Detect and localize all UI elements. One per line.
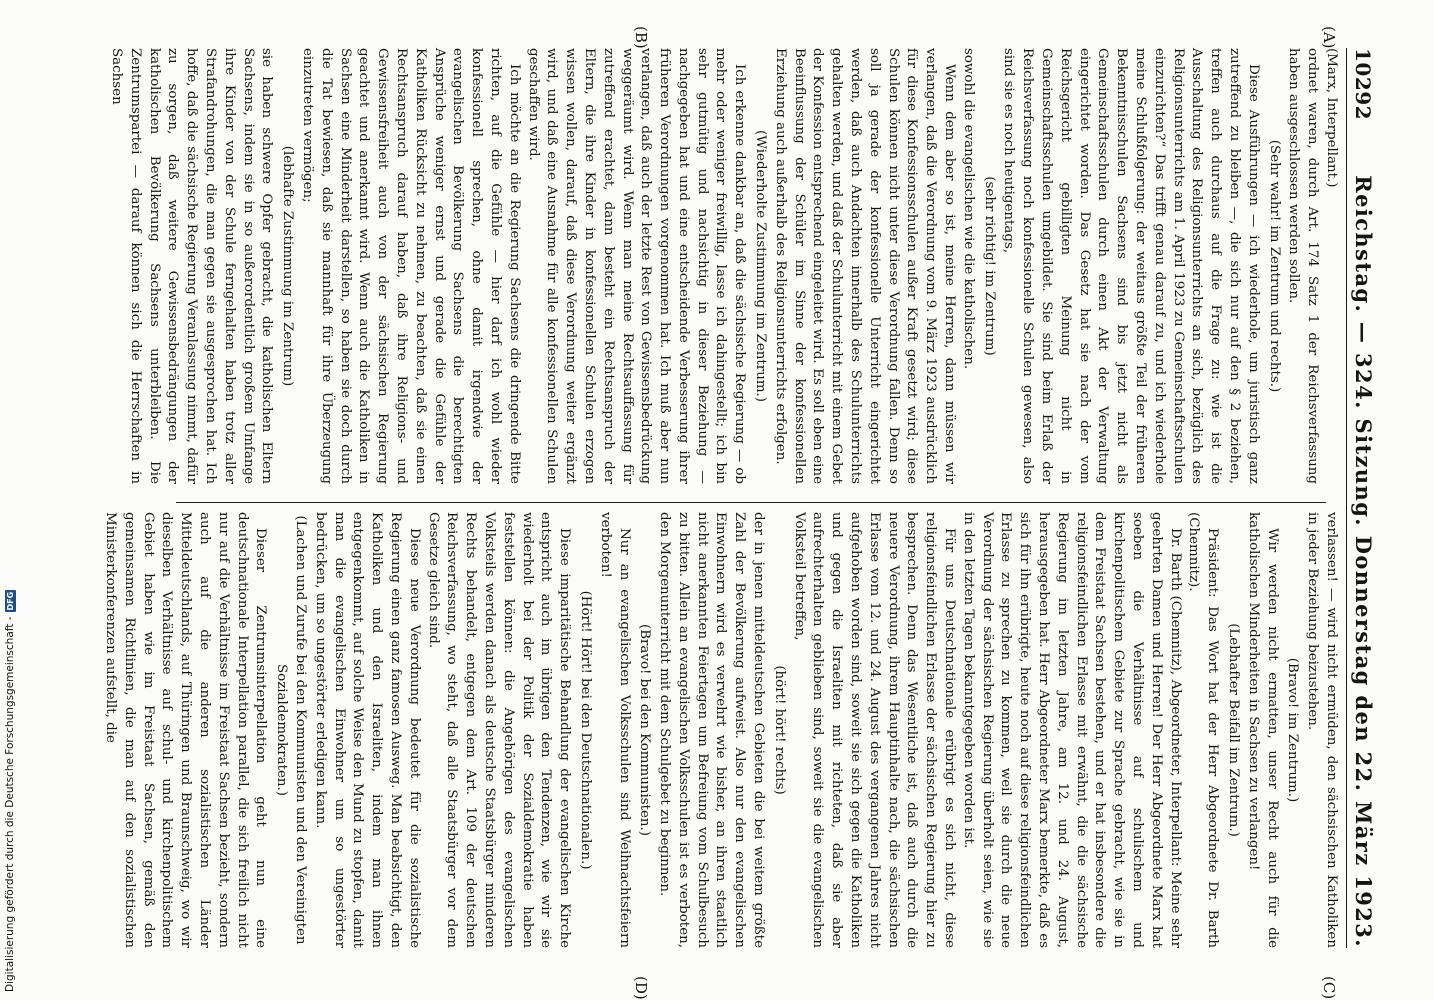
- interjection: (hört! hört! rechts): [771, 665, 787, 795]
- margin-marker-b: (B): [632, 26, 650, 49]
- interjection: (Hört! Hört! bei den Deutschnationalen.): [577, 590, 593, 870]
- paragraph: Ich möchte an die Regierung Sachsens die dringende Bitte richten, auf die Gefühle — hier darf ich wohl wieder konfessionell sprechen, ohne damit irgendwie der evangelischen Bevölkerung Sachsens die berechtigten Ansprüche weniger ernst und gerade die Gefühle der Katholiken Rücksicht zu nehmen, zu beachten, daß sie einen Rechtsanspruch darauf haben, daß ihre Religions- und Gewissensfreiheit auch von der sächsischen Regierung geachtet und anerkannt wird. Wenn auch die Katholiken in Sachsen eine Minderheit darstellen, so haben sie doch durch die Tat bewiesen, daß sie mannhaft für ihre Überzeugung einzutreten vermögen;: [299, 48, 522, 484]
- credit-text: Digitalisierung gefördert durch die Deutsche Forschungsgemeinschaft -: [4, 616, 16, 992]
- paragraph: Wir werden nicht ermatten, unser Recht auch für die katholischen Minderheiten in Sachsen zu verlangen!: [1245, 512, 1280, 948]
- paragraph: Diese neue Verordnung bedeutet für die sozialistische Regierung einen ganz famosen Ausweg. Man beabsichtigt, den Katholiken und den Israeliten, indem man ihnen entgegenkommt, auf solche Weise den Mund zu stopfen, damit man die evangelischen Einwohner um so ungestörter bedrücken, um so ungestörter erledigen kann.: [312, 512, 422, 948]
- interjection: (Wiederholte Zustimmung im Zentrum.): [753, 130, 769, 402]
- paragraph: Nur an evangelischen Volksschulen sind Weihnachtsfeiern verboten!: [597, 512, 632, 948]
- paragraph: Dieser Zentrumsinterpellation geht nun eine deutschnationale Interpellation parallel, die sich freilich nicht nur auf die Verhältnisse im Freistaat Sachsen bezieht, sondern auch auf die anderen sozialistischen Länder Mitteldeutschlands, auf Thüringen und Braunschweig, wo wir dieselben Verhältnisse auf schul- und kirchenpolitischem Gebiet haben wie im Freistaat Sachsen, gemäß den gemeinsamen Richtlinien, die man auf den sozialistischen Ministerkonferenzen aufstellt, die: [103, 512, 269, 948]
- interjection: (sehr richtig! im Zentrum): [981, 176, 997, 356]
- interjection: (lebhafte Zustimmung im Zentrum): [280, 145, 296, 387]
- paragraph: Diese imparitätische Behandlung der evangelischen Kirche entspricht auch im übrigen den Tendenzen, wie wir sie wiederholt bei der Politik der Sozialdemokratie haben feststellen können: die Angehörigen des evangelischen Volksteils werden danach als deutsche Staatsbürger minderen Rechts behandelt, entgegen dem Art. 109 der deutschen Reichsverfassung, wo steht, daß alle Staatsbürger vor dem Gesetze gleich sind.: [425, 512, 573, 948]
- paragraph: der in jenen mitteldeutschen Gebieten die bei weitem größte Zahl der Bevölkerung aufweist. Also nur den evangelischen Einwohnern wird es verwehrt wie bisher, an ihren staatlich nicht anerkannten Feiertagen um Befreiung vom Schulbesuch zu bitten. Allein an evangelischen Volksschulen ist es verboten, den Morgenunterricht mit dem Schulgebet zu beginnen.: [657, 512, 767, 948]
- interjection: (Sehr wahr! im Zentrum und rechts.): [1266, 139, 1282, 393]
- column-divider: [176, 502, 1326, 503]
- interjection: (Lebhafter Beifall im Zentrum.): [1226, 623, 1242, 837]
- paragraph: ordnet waren, durch Art. 174 Satz 1 der Reichsverfassung haben ausgeschlossen werden sollen.: [1286, 48, 1321, 484]
- page-number: 10292: [1351, 48, 1375, 121]
- interjection: (Lachen und Zurufe bei den Kommunisten und den Vereinigten Sozialdemokraten.): [274, 515, 308, 945]
- paragraph: sowohl die evangelischen wie die katholischen.: [960, 48, 976, 370]
- digitization-credit: [4, 0, 16, 992]
- running-title: Reichstag. — 324. Sitzung. Donnerstag den 22. März 1923.: [1351, 175, 1376, 948]
- interjection: (Bravo! im Zentrum.): [1285, 657, 1301, 803]
- margin-marker-a: (A): [1320, 26, 1338, 49]
- margin-marker-c: (C): [1320, 976, 1338, 1000]
- page-header: [1346, 48, 1376, 948]
- interjection: (Bravo! bei den Kommunisten.): [637, 623, 653, 837]
- paragraph: verlassen! — wird nicht ermüden, den sächsischen Katholiken in jeder Beziehung beizustehen.: [1305, 512, 1339, 948]
- two-column-body: [100, 26, 1340, 1000]
- dfg-logo: DFG: [5, 591, 15, 611]
- paragraph: Dr. Barth (Chemnitz), Abgeordneter, Interpellant: Meine sehr geehrten Damen und Herren! Der Herr Abgeordnete Marx hat soeben die Verhältnisse auf schulischem und kirchenpolitischem Gebiete zur Sprache gebracht, wie sie in dem Freistaat Sachsen bestehen, und er hat insbesondere die religionsfeindlichen Erlasse mit erwähnt, die die sächsische Regierung im letzten Jahre, am 12. und 24. August, herausgegeben hat. Herr Abgeordneter Marx bemerkte, daß es sich für ihn erübrigte, heute noch auf diese religionsfeindlichen Erlasse zu sprechen zu kommen, weil sie durch die neue Verordnung der sächsischen Regierung überholt seien, wie sie in den letzten Tagen bekanntgegeben worden ist.: [960, 512, 1183, 948]
- paragraph: Für uns Deutschnationale erübrigt es sich nicht, diese religionsfeindlichen Erlasse der sächsischen Regierung hier zu besprechen. Denn das Wesentliche ist, daß auch durch die neuere Verordnung, ihrem Hauptinhalte nach, die sächsischen Erlasse vom 12. und 24. August des vergangenen Jahres nicht aufgehoben worden sind, soweit sie sich gegen die Katholiken und gegen die Israeliten mit richteten, daß sie aber aufrechterhalten geblieben sind, soweit sie die evangelischen Volksteil betreffen,: [791, 512, 958, 948]
- rotated-document-page: [86, 8, 1386, 1000]
- paragraph: Ich erkenne dankbar an, daß die sächsische Regierung — ob mehr oder weniger freiwillig, lasse ich dahingestellt; ich bin sehr gutmütig und nachsichtig in dieser Beziehung — nachgegeben hat und eine entscheidende Verbesserung ihrer früheren Verordnungen vorgenommen hat. Ich muß aber nun verlangen, daß auch der letzte Rest von Gewissensbedrückung weggeräumt wird. Wenn man meine Rechtsauffassung für zutreffend erachtet, dann besteht ein Rechtsanspruch der Eltern, die ihre Kinder in konfessionellen Schulen erzogen wissen wollen, darauf, daß diese Verordnung weiter ergänzt wird, und daß eine Ausnahme für alle konfessionellen Schulen geschaffen wird.: [525, 48, 748, 484]
- paragraph: Diese Ausführungen — ich wiederhole, um juristisch ganz zutreffend zu bleiben —, die sich nur auf den § 2 beziehen, treffen auch durchaus auf die Frage zu: wie ist die Ausschaltung des Religionsunterrichts an sich, bezüglich des Religionsunterrichts am 1. April 1923 zu Gemeinschaftsschulen einzurichten?“ Das trifft genau darauf zu, und ich wiederhole meine Schlußfolgerung: der weitaus größte Teil der früheren Bekenntnisschulen Sachsens sind bis jetzt nicht als Gemeinschaftsschulen durch einen Akt der Verwaltung eingerichtet worden. Das Gesetz hat sie nach der vom Reichsgericht gebilligten Meinung nicht in Gemeinschaftsschulen umgebildet. Sie sind beim Erlaß der Reichsverfassung noch konfessionelle Schulen gewesen, also sind sie es noch heutigentags,: [1001, 48, 1261, 484]
- margin-marker-d: (D): [632, 976, 650, 1000]
- paragraph: (Marx, Interpellant.): [1324, 48, 1339, 188]
- paragraph: sie haben schwere Opfer gebracht, die katholischen Eltern Sachsens, indem sie in so außerordentlich großem Umfange ihre Kinder von der Schule ferngehalten haben trotz aller Strafandrohungen, die man gegen sie ausgesprochen hat. Ich hoffe, daß die sächsische Regierung Veranlassung nimmt, dafür zu sorgen, daß weitere Gewissensbedrängungen der katholischen Bevölkerung Sachsens unterbleiben. Die Zentrumspartei — darauf können sich die Herrschaften in Sachsen: [109, 48, 275, 484]
- paragraph: Präsident: Das Wort hat der Herr Abgeordnete Dr. Barth (Chemnitz).: [1186, 512, 1221, 948]
- left-column: [100, 48, 1340, 484]
- right-column: [100, 512, 1340, 948]
- paragraph: Wenn dem aber so ist, meine Herren, dann müssen wir verlangen, daß die Verordnung vom 9. März 1923 ausdrücklich für diese Konfessionsschulen außer Kraft gesetzt wird; diese Schulen können nicht unter diese Verordnung fallen. Denn so soll ja gerade der konfessionelle Unterricht eingerichtet werden, daß auch Andachten innerhalb des Schulunterrichts gehalten werden, und daß der Schulunterricht mit einem Gebet der Konfession entsprechend eingeleitet wird. Es soll eben eine Beeinflussung der Schüler im Sinne der konfessionellen Erziehung auch außerhalb des Religionsunterrichts erfolgen.: [772, 48, 958, 484]
